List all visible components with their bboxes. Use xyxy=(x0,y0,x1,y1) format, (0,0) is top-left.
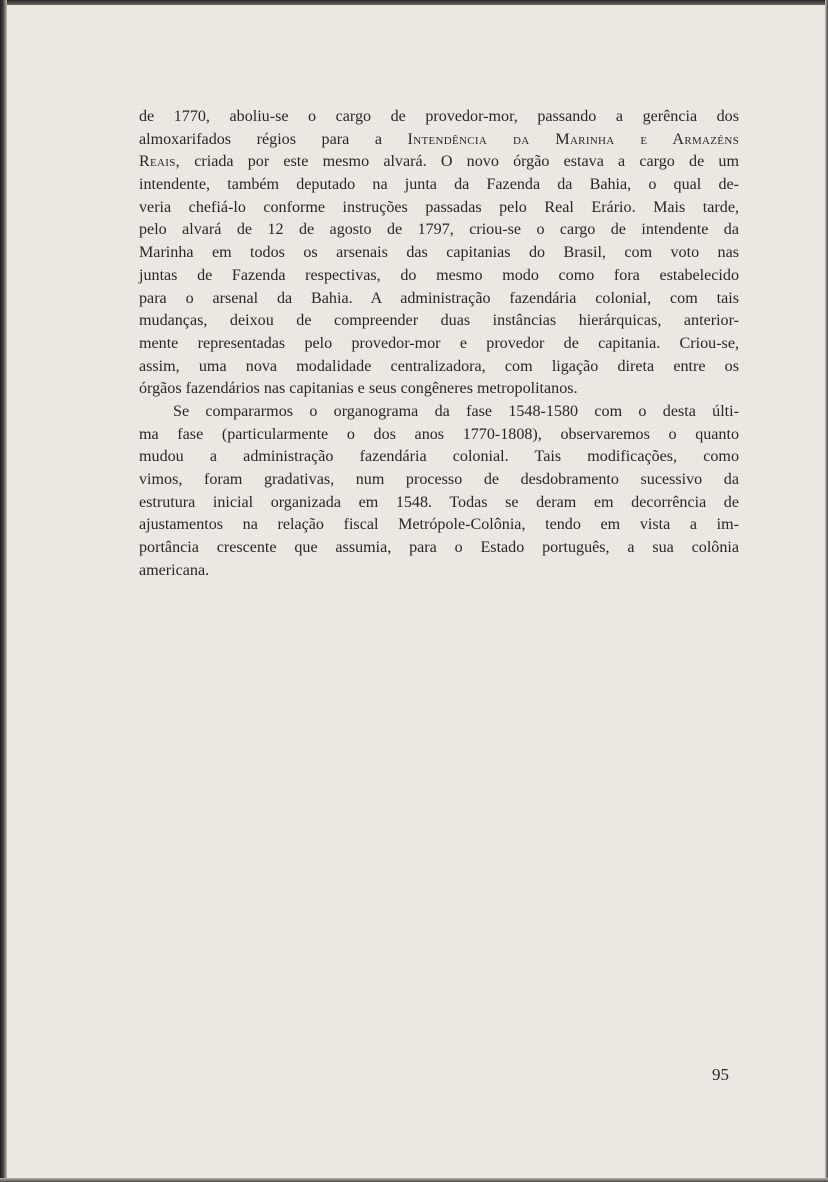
text-line: mente representadas pelo provedor-mor e provedor de capitania. Criou-se, xyxy=(139,334,739,352)
institution-name: Intendência da Marinha e Armazéns xyxy=(407,130,739,148)
text-line: órgãos fazendários nas capitanias e seus congêneres metropolitanos. xyxy=(139,380,578,398)
text-line: para o arsenal da Bahia. A administração fazendária colonial, com tais xyxy=(139,289,739,307)
institution-name-cont: Reais, xyxy=(139,153,181,171)
text-line: intendente, também deputado na junta da Fazenda da Bahia, o qual de- xyxy=(139,176,739,194)
text-line: assim, uma nova modalidade centralizadora, com ligação direta entre os xyxy=(139,357,739,375)
text-line: ajustamentos na relação fiscal Metrópole-Colônia, tendo em vista a im- xyxy=(139,516,739,534)
page-number: 95 xyxy=(712,1065,729,1084)
text-line: vimos, foram gradativas, num processo de desdobramento sucessivo da xyxy=(139,471,739,488)
text-line: portância crescente que assumia, para o Estado português, a sua colônia xyxy=(139,539,739,557)
text-line: almoxarifados régios para a Intendência da Marinha e Armazéns xyxy=(139,130,739,148)
scan-left-edge xyxy=(0,0,7,1182)
paragraph-2 xyxy=(139,401,739,583)
text-line: Marinha em todos os arsenais das capitanias do Brasil, com voto nas xyxy=(139,244,739,262)
text-line: ma fase (particularmente o dos anos 1770-1808), observaremos o quanto xyxy=(139,425,739,443)
scan-top-edge xyxy=(0,0,828,5)
text-line: juntas de Fazenda respectivas, do mesmo modo como fora estabelecido xyxy=(139,266,739,284)
scan-bottom-edge xyxy=(0,1178,828,1182)
text-line: pelo alvará de 12 de agosto de 1797, criou-se o cargo de intendente da xyxy=(139,221,739,239)
text-line: mudanças, deixou de compreender duas instâncias hierárquicas, anterior- xyxy=(139,312,739,330)
paragraph-1 xyxy=(139,106,739,401)
text-line: Reais, criada por este mesmo alvará. O novo órgão estava a cargo de um xyxy=(139,153,739,171)
body-text xyxy=(139,106,739,582)
text-line: mudou a administração fazendária colonial. Tais modificações, como xyxy=(139,448,739,466)
text-line: estrutura inicial organizada em 1548. Todas se deram em decorrência de xyxy=(139,493,739,511)
text-line: de 1770, aboliu-se o cargo de provedor-mor, passando a gerência dos xyxy=(139,108,739,125)
text-line: veria chefiá-lo conforme instruções passadas pelo Real Erário. Mais tarde, xyxy=(139,198,739,216)
text-line: Se compararmos o organograma da fase 1548-1580 com o desta últi- xyxy=(173,402,739,420)
text-line: americana. xyxy=(139,561,210,579)
